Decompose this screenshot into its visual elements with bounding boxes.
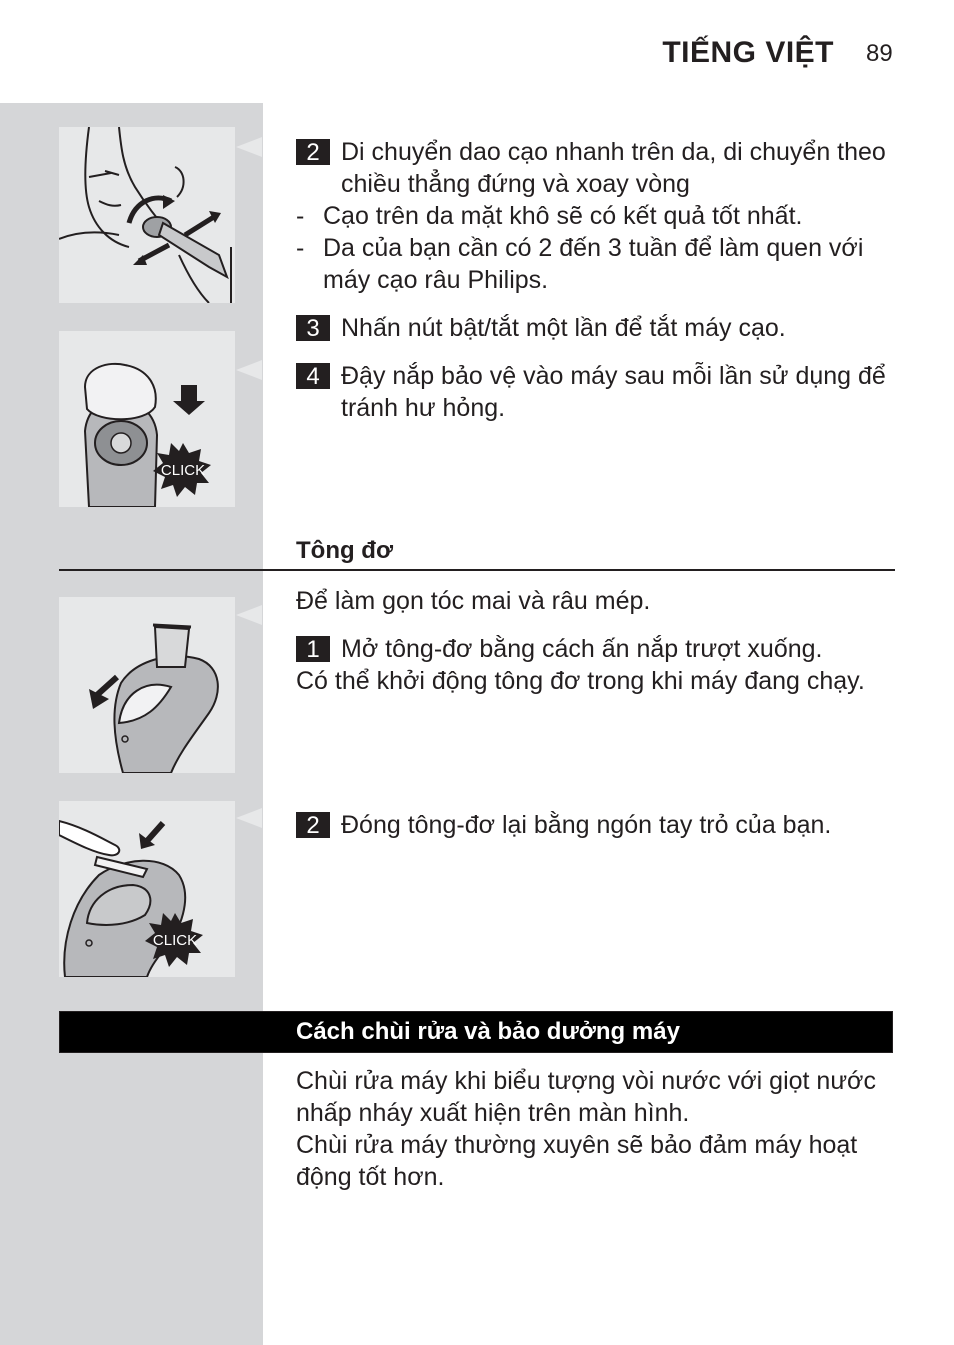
illustration-trimmer-close xyxy=(59,801,235,977)
illustration-trimmer-open xyxy=(59,597,235,773)
illustration-cap-click xyxy=(59,331,235,507)
trimmer-intro: Để làm gọn tóc mai và râu mép. xyxy=(296,587,651,615)
illustration-pointer xyxy=(236,605,262,625)
cleaning-paragraph-1: Chùi rửa máy khi biểu tượng vòi nước với giọt nước nhấp nháy xuất hiện trên màn hình. xyxy=(296,1067,876,1127)
cleaning-paragraph-2: Chùi rửa máy thường xuyên sẽ bảo đảm máy hoạt động tốt hơn. xyxy=(296,1131,858,1191)
section-divider xyxy=(59,569,895,571)
illustration-shaving-face xyxy=(59,127,235,303)
step-2-move-shaver xyxy=(296,136,886,200)
trimmer-step-1-open xyxy=(296,633,886,665)
tip-text: Cạo trên da mặt khô sẽ có kết quả tốt nhất. xyxy=(323,202,803,230)
trimmer-note: Có thể khởi động tông đơ trong khi máy đang chạy. xyxy=(296,667,865,695)
click-label: CLICK xyxy=(152,932,198,949)
step-text: Đóng tông-đơ lại bằng ngón tay trỏ của bạn. xyxy=(341,811,832,839)
step-text: Đậy nắp bảo vệ vào máy sau mỗi lần sử dụng để tránh hư hỏng. xyxy=(341,362,886,422)
step-number: 3 xyxy=(296,315,330,341)
step-number: 2 xyxy=(296,139,330,165)
trimmer-step-2-close xyxy=(296,809,886,841)
step-text: Nhấn nút bật/tắt một lần để tắt máy cạo. xyxy=(341,314,786,342)
click-label: CLICK xyxy=(160,462,206,479)
step-number: 1 xyxy=(296,636,330,662)
step-text: Di chuyển dao cạo nhanh trên da, di chuyển theo chiều thẳng đứng và xoay vòng xyxy=(341,138,886,198)
section-bar-cleaning xyxy=(59,1011,893,1053)
tip-item xyxy=(296,232,886,296)
page-number: 89 xyxy=(866,40,893,67)
section-title-cleaning: Cách chùi rửa và bảo dưởng máy xyxy=(296,1018,680,1045)
step-4-put-cap xyxy=(296,360,886,424)
tip-item xyxy=(296,200,886,232)
tip-text: Da của bạn cần có 2 đến 3 tuần để làm quen với máy cạo râu Philips. xyxy=(323,234,864,294)
step-3-switch-off xyxy=(296,312,886,344)
step-text: Mở tông-đơ bằng cách ấn nắp trượt xuống. xyxy=(341,635,823,663)
tip-dash: - xyxy=(296,202,305,230)
header-language: TIẾNG VIỆT xyxy=(662,36,834,69)
illustration-pointer xyxy=(236,808,262,828)
step-number: 2 xyxy=(296,812,330,838)
section-title-trimmer: Tông đơ xyxy=(296,537,394,564)
step-number: 4 xyxy=(296,363,330,389)
illustration-pointer xyxy=(236,137,262,157)
tip-dash: - xyxy=(296,234,305,262)
illustration-pointer xyxy=(236,360,262,380)
